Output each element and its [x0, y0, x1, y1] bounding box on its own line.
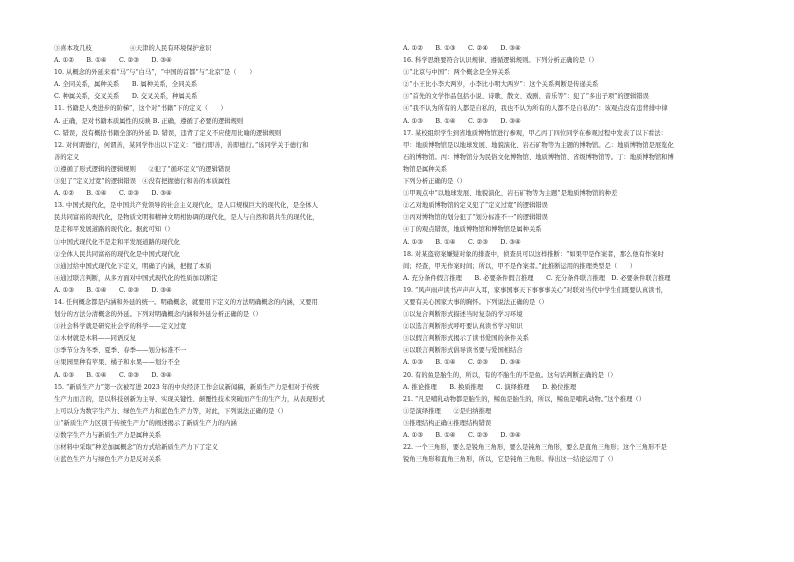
question-line: ③以假言判断形式揭示了读书爱国的条件关系	[403, 335, 529, 343]
question-line: 石的博物馆。丙：博物馆分为民俗文化博物馆、地质博物馆、省级博物馆等。丁：地质博物馆和博	[403, 153, 674, 161]
question-line: ③材料中采取“种差加属概念”的方式给新质生产力下了定义	[54, 444, 218, 452]
question-line: A. 推论推理 B. 换质推理 C. 演绎推理 D. 换位推理	[403, 383, 577, 391]
question-line: ①“北京与中国”：两个概念是全异关系	[403, 69, 511, 77]
question-line: ③“首先的文学作品包括小说、诗歌、散文、戏剧、音乐等”：犯了“多出子项”的逻辑错误	[403, 93, 649, 101]
question-line: A. ①③ B. ①④ C. ②③ D. ③④	[403, 359, 521, 367]
question-line: A. ①③ B. ①④ C. ②③ D. ③④	[54, 286, 172, 294]
question-line: A. ①③ B. ①④ C. ②③ D. ③④	[403, 117, 521, 125]
question-line: ④果园里种有苹果、橘子和水果——划分不全	[54, 359, 180, 367]
question-line: 19. “风声雨声读书声声声入耳，家事国事天下事事事关心”对联对当代中学生们既要认真读书，	[403, 286, 668, 294]
question-line: A. ①③ B. ①④ C. ②③ D. ③④	[54, 371, 172, 379]
question-line: A. ①③ B. ①④ C. ②③ D. ③④	[403, 432, 521, 439]
question-line: A. ①② B. ①③ C. ②④ D. ③④	[403, 45, 521, 52]
question-line: 10. 从概念的外延来看“马”与“白马”，“中国的首都”与“北京”是（ ）	[54, 69, 256, 77]
question-line: ③喜本攻几枝 ④天津的人民有环境保护意识	[54, 45, 212, 52]
question-line: 间；经查，甲无作案时间；所以，甲不是作案者。”此推断运用的推理类型是（ ）	[403, 262, 637, 270]
question-line: ④“我不认为所有的人都是自私的，我也不认为所有的人都不是自私的”：该观点没有违背排中律	[403, 105, 668, 113]
question-line: 下列分析正确的是（）	[403, 178, 466, 186]
question-line: ②以选言判断形式呼吁要认真读书学习知识	[403, 323, 523, 331]
question-line: 锐角三角形和直角三角形，所以，它是钝角三角形。得出这一结论运用了（）	[403, 456, 618, 464]
question-line: ①甲观点中“以地球发展、地貌演化、岩石矿物等为主题”是地质博物馆的种差	[403, 190, 618, 198]
question-line: 生产力而言的，是以科技创新为主导、实现关键性、颠覆性技术突破而产生的生产力，从表现形式	[54, 395, 325, 403]
question-line: 民共同富裕的现代化，是物质文明和精神文明相协调的现代化，是人与自然和谐共生的现代化，	[54, 214, 319, 222]
question-line: ③通过给中国式现代化下定义，明确了内涵，把握了本质	[54, 262, 212, 270]
question-line: 12. 对何谓德行，何谓善，某同学作出以下定义：“德行即善，善即德行。”该同学关于德行和	[54, 141, 309, 149]
question-line: ③丙对博物馆的划分犯了“划分标准不一”的逻辑错误	[403, 214, 548, 222]
question-line: ①“新质生产力区别于传统生产力”的阐述揭示了新质生产力的内涵	[54, 419, 237, 427]
question-line: A. ①③ B. ①④ C. ②③ D. ③④	[403, 238, 521, 246]
question-line: ③推理结构正确④推理结构错误	[403, 419, 492, 427]
question-line: 21. “凡是哺乳动物都是胎生的，鲸鱼是胎生的，所以，鲸鱼是哺乳动物。”这个推理（）	[403, 395, 645, 403]
question-line: 14. 任何概念都是内涵和外延的统一。明确概念，就要用下定义的方法明确概念的内涵，又要用	[54, 298, 318, 306]
question-line: ①以复合判断形式描述当时复杂的学习环境	[403, 311, 523, 319]
question-line: 善的定义	[54, 153, 80, 161]
question-line: 13. 中国式现代化，是中国共产党领导的社会主义现代化，是人口规模巨大的现代化，是全体人	[54, 202, 318, 210]
question-line: ④通过联言判断，从多方面对中国式现代化的性质加以断定	[54, 274, 218, 282]
question-line: ①遵循了形式逻辑的逻辑规则 ②犯了“循环定义”的逻辑错误	[54, 165, 231, 173]
question-line: 11. 书籍是人类进步的阶梯”，这个对“书籍”下的定义（ ）	[54, 105, 227, 113]
question-line: ④丁的观点错误，地质博物馆和博物馆是属种关系	[403, 226, 542, 234]
question-line: 20. 有的鱼是胎生的，所以，有的不胎生的不是鱼。这句话判断正确的是（）	[403, 371, 617, 379]
question-line: A. ①② B. ①④ C. ②③ D. ③④	[54, 190, 172, 198]
question-line: 16. 科学思维要符合认识规律、遵循逻辑规则。下列分析正确的是（）	[403, 57, 598, 65]
question-line: ①是演绎推理 ②是归纳推理	[403, 407, 492, 415]
question-line: ①社会科学就是研究社会学的科学——定义过宽	[54, 323, 187, 331]
question-line: ②全体人民共同富裕的现代化是中国式现代化	[54, 250, 180, 258]
question-line: 15. “新质生产力”第一次被写进 2023 年的中央经济工作会议新闻稿，新质生产力是相对于传统	[54, 383, 320, 391]
question-line: ③季节分为冬季、夏季、春季——划分标准不一	[54, 347, 187, 355]
question-line: 17. 某校组织学生到省地质博物馆进行参观，甲乙丙丁四位同学在参观过程中发表了以下看法：	[403, 129, 667, 137]
question-line: C. 错误，没有概括书籍全部的外延 D. 错误，违背了定义不应使用比喻的逻辑规则	[54, 129, 282, 137]
question-line: C. 种属关系，交叉关系 D. 交叉关系，种属关系	[54, 93, 198, 101]
question-line: ①中国式现代化不是走和平发展道路的现代化	[54, 238, 180, 246]
question-line: 又要有关心国家大事的胸怀。下列说法正确的是（）	[403, 298, 548, 306]
question-line: 划分的方法分清概念的外延。下列对明确概念内涵和外延分析正确的是（）	[54, 311, 262, 319]
question-line: A. 充分条件假言推理 B. 必要条件假言推理 C. 充分条件联言推理 D. 必要条件联言推理	[403, 274, 671, 282]
question-line: ②乙对地质博物馆的定义犯了“定义过宽”的逻辑错误	[403, 202, 548, 210]
question-line: 上可以分为数字生产力、绿色生产力和蓝色生产力等，对此，下列说法正确的是（）	[54, 407, 287, 415]
question-line: 22. 一个三角形，要么是锐角三角形，要么是钝角三角形，要么是直角三角形；这个三角形不是	[403, 444, 667, 452]
question-line: 甲：地质博物馆是以地球发展、地貌演化、岩石矿物等为主题的博物馆。乙：地质博物馆是展览化	[403, 141, 674, 149]
question-line: A. 全同关系，属种关系 B. 属种关系，全同关系	[54, 81, 198, 89]
question-line: 物馆是属种关系	[403, 165, 448, 173]
question-line: ②“小王比小李大两岁，小李比小明大两岁”：这个关系判断是传递关系	[403, 81, 599, 89]
question-line: ③犯了“定义过宽”的逻辑错误 ④没有把握德行和善的本质属性	[54, 178, 231, 186]
left-column	[54, 43, 384, 466]
question-line: ②木材就是木料——同语反复	[54, 335, 136, 343]
question-line: 是走和平发展道路的现代化。据此可知（）	[54, 226, 174, 234]
question-line: ②数字生产力与新质生产力是属种关系	[54, 432, 162, 439]
question-line: ④蓝色生产力与绿色生产力是反对关系	[54, 456, 162, 464]
question-line: A. ①② B. ①④ C. ②③ D. ③④	[54, 57, 172, 65]
right-column	[403, 43, 753, 466]
question-line: A. 正确，是对书籍本质属性的反映 B. 正确，遵循了必要的逻辑规则	[54, 117, 244, 125]
question-line: 18. 对某盗窃案嫌疑对象的排查中，侦查员可以这样推断：“如果甲是作案者，那么他有作案时	[403, 250, 664, 258]
question-line: ④以联言判断形式倡导读书要与爱国相结合	[403, 347, 523, 355]
